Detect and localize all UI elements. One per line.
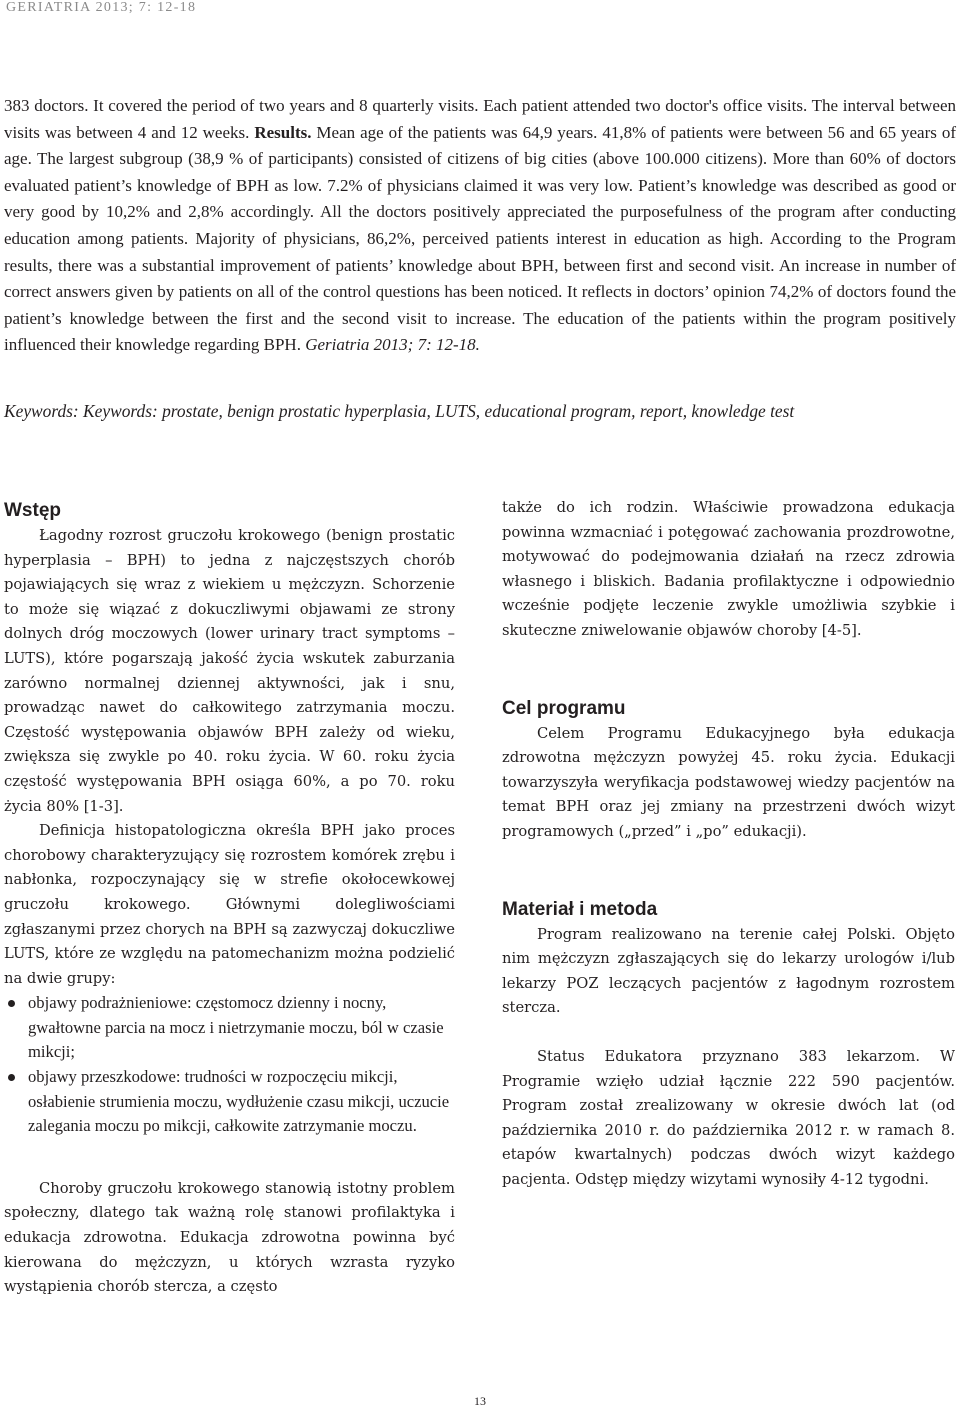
abstract-text-part2: Mean age of the patients was 64,9 years. 41,8% of patients were between 56 and 65 years of age. The largest subgroup (38,9 % of participants) consisted of citizens of big cities (above 100.000 citizens). More than 60% of doctors evaluated patient’s knowledge of BPH as low. 7.2% of physicians claimed it was very low. Patient’s knowledge was described as good or very good by 10,2% and 2,8% accordingly. All the doctors positively appreciated the purposefulness of the program after conducting education among patients. Majority of physicians, 86,2%, perceived patients interest in education as high. According to the Program results, there was a substantial improvement of patients’ knowledge about BPH, between first and second visit. An increase in number of correct answers given by patients on all of the control questions has been noticed. It reflects in doctors’ opinion 74,2% of doctors found the patient’s knowledge between the first and the second visit to increase. The education of the patients within the program positively influenced their knowledge regarding BPH.	[4, 122, 956, 355]
left-column	[4, 496, 455, 1300]
intro-paragraph-2: Definicja histopatologiczna określa BPH jako proces chorobowy charakteryzujący się rozrostem komórek zrębu i nabłonka, rozpoczynający się w strefie okołocewkowej gruczołu krokowego. Głównymi dolegliwościami zgłaszanymi przez chorych na BPH są zazwyczaj dokuczliwe LUTS, które ze względu na patomechanizm można podzielić na dwie grupy:	[4, 822, 455, 987]
keywords-line: Keywords: Keywords: prostate, benign prostatic hyperplasia, LUTS, educational program, report, knowledge test	[4, 401, 795, 421]
paragraph-spacer	[502, 1021, 955, 1045]
list-item: objawy przeszkodowe: trudności w rozpoczęciu mikcji, osłabienie strumienia moczu, wydłużenie czasu mikcji, uczucie zalegania moczu po mikcji, całkowite zatrzymanie moczu.	[4, 1065, 455, 1139]
abstract-citation: Geriatria 2013; 7: 12-18.	[305, 335, 480, 355]
methods-paragraph-1: Program realizowano na terenie całej Polski. Objęto nim mężczyzn zgłaszających się do lekarzy urologów i/lub lekarzy POZ leczących pacjentów z łagodnym rozrostem stercza.	[502, 925, 955, 1017]
intro-paragraph-1: Łagodny rozrost gruczołu krokowego (benign prostatic hyperplasia – BPH) to jedna z najczęstszych chorób pojawiających się wraz z wiekiem u mężczyzn. Schorzenie to może się wiązać z dokuczliwymi objawami ze strony dolnych dróg moczowych (lower urinary tract symptoms – LUTS), które pogarszają jakość życia wskutek zaburzania zarówno normalnej dziennej aktywności, jak i snu, prowadząc nawet do całkowitego zatrzymania moczu. Częstość występowania objawów BPH zależy od wieku, zwiększa się zwykle po 40. roku życia. W 60. roku życia częstość występowania BPH osiąga 60%, a po 70. roku życia 80% [1-3].	[4, 527, 455, 815]
intro-paragraph-3: Choroby gruczołu krokowego stanowią istotny problem społeczny, dlatego tak ważną rolę stanowi profilaktyka i edukacja zdrowotna. Edukacja zdrowotna powinna być kierowana do mężczyzn, u których wzrasta ryzyko wystąpienia chorób stercza, a często	[4, 1179, 455, 1296]
section-title-cel-programu: Cel programu	[502, 697, 626, 719]
running-header: GERIATRIA 2013; 7: 12-18	[6, 0, 197, 15]
methods-paragraph-2: Status Edukatora przyznano 383 lekarzom. W Programie wzięło udział łącznie 222 590 pacjentów. Program został zrealizowany w okresie dwóch lat (od października 2010 r. do października 2012 r. w ramach 8. etapów kwartalnych) podczas dwóch wizyt każdego pacjenta. Odstęp między wizytami wynosiły 4-12 tygodni.	[502, 1047, 955, 1188]
abstract-paragraph	[4, 93, 956, 359]
results-label: Results.	[254, 122, 312, 142]
abstract-text-part1: 383 doctors. It covered the period of two years and 8 quarterly visits. Each patient attended two doctor's office visits. The interval between visits was between 4 and 12 weeks.	[4, 96, 956, 142]
section-title-material-i-metoda: Materiał i metoda	[502, 898, 658, 920]
list-item: objawy podrażnieniowe: częstomocz dzienny i nocny, gwałtowne parcia na mocz i nietrzymanie moczu, ból w czasie mikcji;	[4, 991, 455, 1065]
intro-paragraph-continued: także do ich rodzin. Właściwie prowadzona edukacja powinna wzmacniać i potęgować zachowania prozdrowotne, motywować do podejmowania działań na rzecz zdrowia własnego i bliskich. Badania profilaktyczne i odpowiednio wcześnie podjęte leczenie zwykle umożliwia szybkie i skuteczne zniwelowanie objawów choroby [4-5].	[502, 499, 955, 639]
aim-paragraph: Celem Programu Edukacyjnego była edukacja zdrowotna mężczyzn powyżej 45. roku życia. Edukacji towarzyszyła weryfikacja podstawowej wiedzy pacjentów na temat BPH oraz jej zmiany na przestrzeni dwóch wizyt programowych („przed” i „po” edukacji).	[502, 724, 955, 840]
page-number: 13	[474, 1394, 486, 1408]
section-title-wstep: Wstęp	[4, 500, 61, 521]
paragraph-spacer	[4, 1139, 455, 1177]
symptom-list	[4, 991, 455, 1139]
right-column	[502, 496, 955, 1192]
